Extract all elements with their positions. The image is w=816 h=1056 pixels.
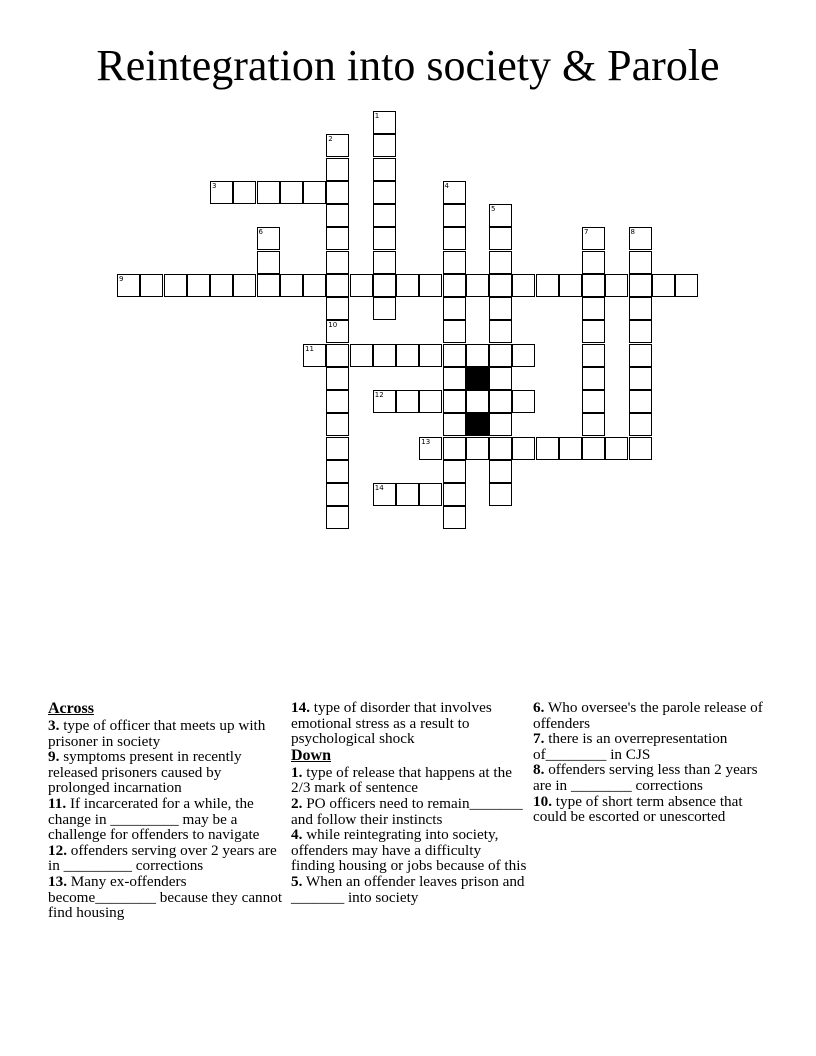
grid-cell[interactable] bbox=[443, 251, 466, 274]
grid-cell[interactable] bbox=[373, 134, 396, 157]
grid-cell[interactable] bbox=[559, 437, 582, 460]
grid-cell[interactable] bbox=[210, 274, 233, 297]
grid-cell[interactable] bbox=[257, 227, 280, 250]
grid-cell[interactable] bbox=[652, 274, 675, 297]
black-cell bbox=[466, 367, 489, 390]
grid-cell[interactable] bbox=[233, 274, 256, 297]
grid-cell[interactable] bbox=[326, 227, 349, 250]
grid-cell[interactable] bbox=[419, 390, 442, 413]
grid-cell[interactable] bbox=[489, 483, 512, 506]
grid-cell[interactable] bbox=[326, 506, 349, 529]
grid-cell[interactable] bbox=[629, 390, 652, 413]
grid-cell[interactable] bbox=[443, 320, 466, 343]
grid-cell[interactable] bbox=[629, 227, 652, 250]
grid-cell[interactable] bbox=[303, 344, 326, 367]
across-heading: Across bbox=[48, 700, 94, 717]
grid-cell[interactable] bbox=[443, 274, 466, 297]
grid-cell[interactable] bbox=[373, 111, 396, 134]
grid-cell[interactable] bbox=[350, 344, 373, 367]
grid-cell[interactable] bbox=[466, 437, 489, 460]
grid-cell[interactable] bbox=[489, 274, 512, 297]
grid-cell[interactable] bbox=[629, 274, 652, 297]
grid-cell[interactable] bbox=[257, 251, 280, 274]
clue-number: 2 bbox=[328, 135, 333, 144]
grid-cell[interactable] bbox=[373, 274, 396, 297]
grid-cell[interactable] bbox=[582, 437, 605, 460]
grid-cell[interactable] bbox=[443, 181, 466, 204]
grid-cell[interactable] bbox=[326, 483, 349, 506]
grid-cell[interactable] bbox=[489, 227, 512, 250]
clue-across-13: 13. Many ex-offenders become________ because they cannot find housing bbox=[48, 872, 283, 922]
grid-cell[interactable] bbox=[629, 367, 652, 390]
clue-number: 5 bbox=[491, 205, 496, 213]
grid-cell[interactable] bbox=[396, 483, 419, 506]
grid-cell[interactable] bbox=[326, 181, 349, 204]
grid-cell[interactable] bbox=[582, 227, 605, 250]
grid-cell[interactable] bbox=[373, 297, 396, 320]
grid-cell[interactable] bbox=[443, 344, 466, 367]
grid-cell[interactable] bbox=[164, 274, 187, 297]
grid-cell[interactable] bbox=[489, 437, 512, 460]
clue-down-10: 10. type of short term absence that could be escorted or unescorted bbox=[533, 792, 743, 826]
grid-cell[interactable] bbox=[489, 251, 512, 274]
clue-across-3: 3. type of officer that meets up with prisoner in society bbox=[48, 717, 266, 750]
grid-cell[interactable] bbox=[443, 460, 466, 483]
grid-cell[interactable] bbox=[303, 274, 326, 297]
grid-cell[interactable] bbox=[629, 413, 652, 436]
grid-cell[interactable] bbox=[536, 437, 559, 460]
clues-column-2 bbox=[291, 700, 527, 905]
grid-cell[interactable] bbox=[419, 274, 442, 297]
grid-cell[interactable] bbox=[443, 204, 466, 227]
grid-cell[interactable] bbox=[326, 390, 349, 413]
grid-cell[interactable] bbox=[326, 274, 349, 297]
grid-cell[interactable] bbox=[419, 437, 442, 460]
grid-cell[interactable] bbox=[489, 344, 512, 367]
grid-cell[interactable] bbox=[489, 460, 512, 483]
grid-cell[interactable] bbox=[443, 227, 466, 250]
grid-cell[interactable] bbox=[303, 181, 326, 204]
grid-cell[interactable] bbox=[489, 413, 512, 436]
grid-cell[interactable] bbox=[326, 367, 349, 390]
grid-cell[interactable] bbox=[210, 181, 233, 204]
page-title: Reintegration into society & Parole bbox=[96, 41, 720, 90]
grid-cell[interactable] bbox=[140, 274, 163, 297]
grid-cell[interactable] bbox=[536, 274, 559, 297]
grid-cell[interactable] bbox=[582, 320, 605, 343]
grid-cell[interactable] bbox=[489, 367, 512, 390]
clue-number: 7 bbox=[584, 228, 589, 237]
grid-cell[interactable] bbox=[373, 344, 396, 367]
grid-cell[interactable] bbox=[443, 483, 466, 506]
clue-down-1: 1. type of release that happens at the 2/3 mark of sentence bbox=[291, 763, 512, 797]
clue-down-5: 5. When an offender leaves prison and _______ into society bbox=[291, 872, 525, 906]
clue-number: 13 bbox=[421, 437, 431, 446]
grid-cell[interactable] bbox=[466, 344, 489, 367]
grid-cell[interactable] bbox=[443, 437, 466, 460]
grid-cell[interactable] bbox=[675, 274, 698, 297]
clue-down-8: 8. offenders serving less than 2 years are in ________ corrections bbox=[533, 761, 758, 794]
grid-cell[interactable] bbox=[582, 367, 605, 390]
grid-cell[interactable] bbox=[350, 274, 373, 297]
grid-cell[interactable] bbox=[373, 390, 396, 413]
grid-cell[interactable] bbox=[489, 297, 512, 320]
down-heading: Down bbox=[291, 746, 332, 764]
grid-cell[interactable] bbox=[582, 297, 605, 320]
clue-down-2: 2. PO officers need to remain_______ and follow their instincts bbox=[291, 794, 523, 828]
clue-down-6: 6. Who oversee's the parole release of offenders bbox=[533, 699, 763, 732]
grid-cell[interactable] bbox=[512, 437, 535, 460]
grid-cell[interactable] bbox=[257, 274, 280, 297]
clue-number: 3 bbox=[212, 181, 217, 190]
grid-cell[interactable] bbox=[629, 344, 652, 367]
grid-cell[interactable] bbox=[326, 251, 349, 274]
grid-cell[interactable] bbox=[629, 320, 652, 343]
grid-cell[interactable] bbox=[326, 320, 349, 343]
grid-cell[interactable] bbox=[605, 437, 628, 460]
grid-cell[interactable] bbox=[326, 297, 349, 320]
grid-cell[interactable] bbox=[466, 390, 489, 413]
grid-cell[interactable] bbox=[419, 344, 442, 367]
grid-cell[interactable] bbox=[326, 158, 349, 181]
grid-cell[interactable] bbox=[512, 274, 535, 297]
clues-column-3 bbox=[533, 700, 769, 825]
grid-cell[interactable] bbox=[489, 390, 512, 413]
clues-column-1 bbox=[48, 700, 284, 921]
grid-cell[interactable] bbox=[373, 158, 396, 181]
grid-cell[interactable] bbox=[605, 274, 628, 297]
grid-cell[interactable] bbox=[280, 181, 303, 204]
grid-cell[interactable] bbox=[489, 204, 512, 227]
clue-number: 10 bbox=[328, 321, 338, 330]
grid-cell[interactable] bbox=[373, 227, 396, 250]
grid-cell[interactable] bbox=[582, 413, 605, 436]
grid-cell[interactable] bbox=[396, 390, 419, 413]
grid-cell[interactable] bbox=[326, 460, 349, 483]
grid-cell[interactable] bbox=[443, 297, 466, 320]
grid-cell[interactable] bbox=[373, 251, 396, 274]
grid-cell[interactable] bbox=[559, 274, 582, 297]
grid-cell[interactable] bbox=[512, 344, 535, 367]
clue-number: 4 bbox=[444, 181, 449, 190]
grid-cell[interactable] bbox=[512, 390, 535, 413]
grid-cell[interactable] bbox=[629, 297, 652, 320]
clue-down-7: 7. there is an overrepresentation of________ in CJS bbox=[533, 730, 728, 763]
grid-cell[interactable] bbox=[326, 204, 349, 227]
grid-cell[interactable] bbox=[326, 437, 349, 460]
clue-number: 8 bbox=[630, 228, 635, 237]
clue-across-11: 11. If incarcerated for a while, the change in _________ may be a challenge for offenders to navigate bbox=[48, 794, 260, 844]
grid-cell[interactable] bbox=[419, 483, 442, 506]
grid-cell[interactable] bbox=[373, 483, 396, 506]
grid-cell[interactable] bbox=[443, 367, 466, 390]
clue-across-9: 9. symptoms present in recently released prisoners caused by prolonged incarnation bbox=[48, 748, 242, 797]
clue-down-4: 4. while reintegrating into society, offenders may have a difficulty finding housing or jobs because of this bbox=[291, 826, 527, 875]
clue-number: 9 bbox=[119, 274, 124, 283]
grid-cell[interactable] bbox=[629, 437, 652, 460]
grid-cell[interactable] bbox=[326, 344, 349, 367]
grid-cell[interactable] bbox=[257, 181, 280, 204]
grid-cell[interactable] bbox=[396, 344, 419, 367]
clue-number: 14 bbox=[374, 484, 384, 492]
grid-cell[interactable] bbox=[582, 274, 605, 297]
grid-cell[interactable] bbox=[396, 274, 419, 297]
grid-cell[interactable] bbox=[582, 344, 605, 367]
grid-cell[interactable] bbox=[233, 181, 256, 204]
grid-cell[interactable] bbox=[117, 274, 140, 297]
grid-cell[interactable] bbox=[187, 274, 210, 297]
clue-number: 1 bbox=[374, 112, 380, 120]
grid-cell[interactable] bbox=[489, 320, 512, 343]
grid-cell[interactable] bbox=[443, 506, 466, 529]
grid-cell[interactable] bbox=[326, 413, 349, 436]
grid-cell[interactable] bbox=[466, 274, 489, 297]
grid-cell[interactable] bbox=[443, 413, 466, 436]
clue-across-14: 14. type of disorder that involves emotional stress as a result to psychological shock bbox=[291, 699, 492, 748]
grid-cell[interactable] bbox=[629, 251, 652, 274]
black-cell bbox=[466, 413, 489, 436]
clue-number: 11 bbox=[305, 344, 314, 353]
grid-cell[interactable] bbox=[373, 181, 396, 204]
clue-number: 12 bbox=[374, 391, 384, 399]
grid-cell[interactable] bbox=[280, 274, 303, 297]
clue-across-12: 12. offenders serving over 2 years are in _________ corrections bbox=[48, 841, 277, 875]
grid-cell[interactable] bbox=[443, 390, 466, 413]
grid-cell[interactable] bbox=[373, 204, 396, 227]
grid-cell[interactable] bbox=[582, 251, 605, 274]
grid-cell[interactable] bbox=[582, 390, 605, 413]
grid-cell[interactable] bbox=[326, 134, 349, 157]
clue-number: 6 bbox=[258, 228, 263, 237]
